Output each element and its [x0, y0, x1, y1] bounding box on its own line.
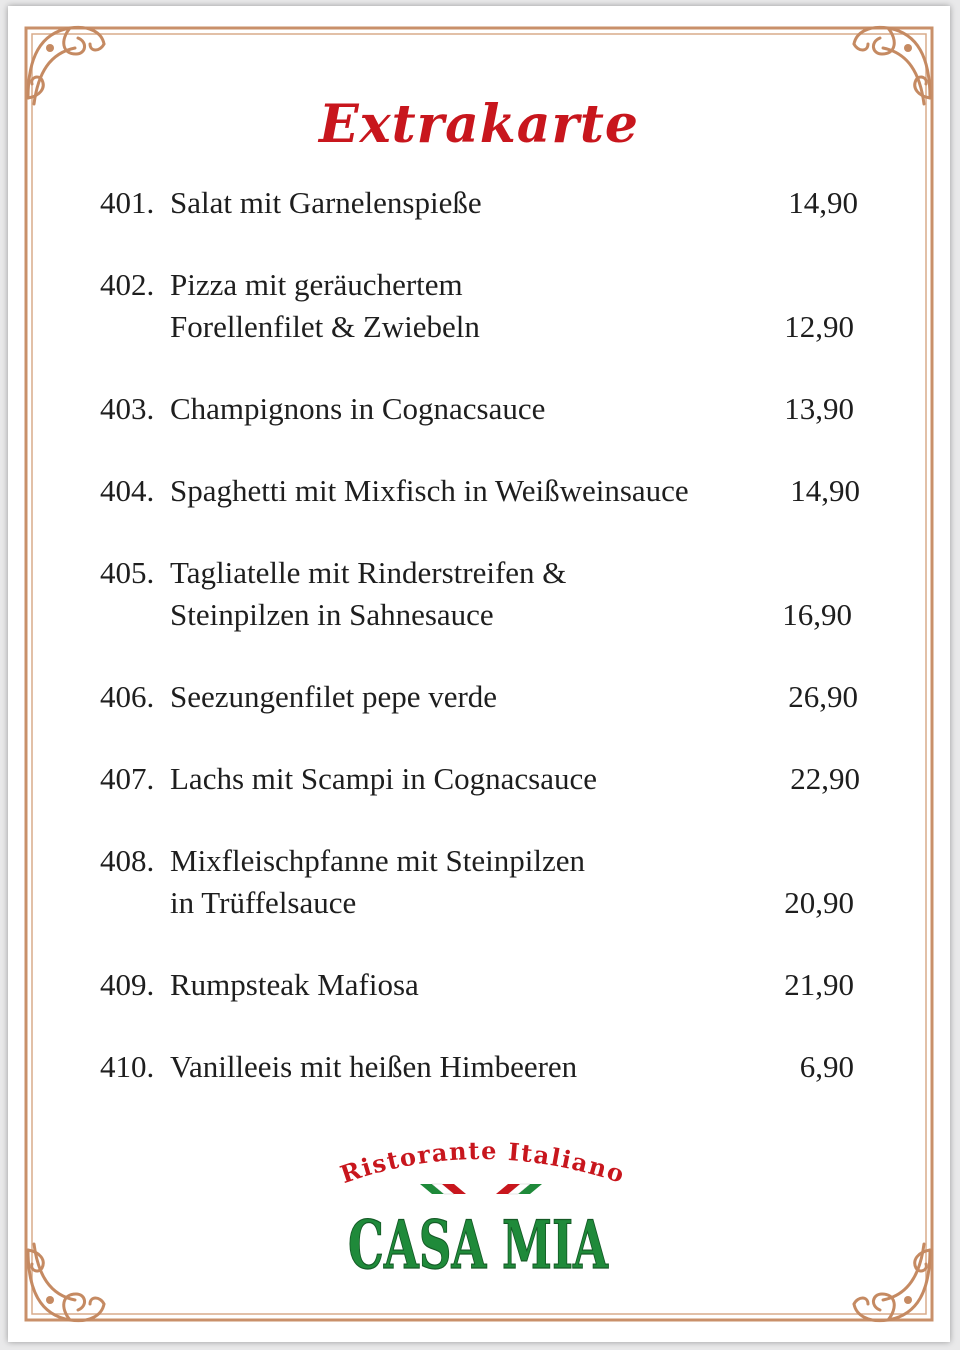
item-name: Pizza mit geräuchertem — [170, 267, 463, 302]
item-price: 13,90 — [784, 391, 854, 426]
item-name: Salat mit Garnelenspieße — [170, 185, 482, 220]
item-name: Mixfleischpfanne mit Steinpilzen — [170, 843, 585, 878]
item-price: 12,90 — [784, 309, 854, 344]
corner-ornament-icon — [20, 1240, 110, 1330]
item-number: 407. — [100, 761, 155, 796]
item-price: 14,90 — [790, 473, 860, 508]
item-number: 403. — [100, 391, 155, 426]
item-number: 404. — [100, 473, 155, 508]
item-price: 6,90 — [799, 1049, 854, 1084]
item-name: Rumpsteak Mafiosa — [170, 967, 419, 1002]
item-name: Tagliatelle mit Rinderstreifen & — [170, 555, 567, 590]
item-number: 409. — [100, 967, 155, 1002]
item-number: 405. — [100, 555, 155, 590]
logo-tagline: Ristorante Italiano — [336, 1136, 628, 1190]
svg-text:Ristorante Italiano — [337, 1136, 628, 1189]
item-name: Seezungenfilet pepe verde — [170, 679, 498, 714]
item-price: 16,90 — [782, 597, 852, 632]
item-name: Champignons in Cognacsauce — [170, 391, 546, 426]
item-price: 14,90 — [788, 185, 858, 220]
item-name-continued: in Trüffelsauce — [170, 885, 357, 920]
item-price: 20,90 — [784, 885, 854, 920]
item-price: 22,90 — [790, 761, 860, 796]
item-name: Spaghetti mit Mixfisch in Weißweinsauce — [170, 473, 689, 508]
item-name: Lachs mit Scampi in Cognacsauce — [170, 761, 597, 796]
logo-name: CASA MIA — [348, 1206, 609, 1284]
restaurant-logo — [328, 1136, 628, 1286]
item-name: Vanilleeis mit heißen Himbeeren — [170, 1049, 578, 1084]
casa-mia-logo-icon — [328, 1136, 628, 1286]
item-number: 402. — [100, 267, 155, 302]
item-number: 408. — [100, 843, 155, 878]
corner-ornament-icon — [848, 1240, 938, 1330]
item-number: 410. — [100, 1049, 155, 1084]
item-number: 401. — [100, 185, 155, 220]
item-name-continued: Steinpilzen in Sahnesauce — [170, 597, 494, 632]
menu-sheet — [8, 6, 950, 1342]
page-title: Extrakarte — [319, 94, 639, 155]
item-price: 26,90 — [788, 679, 858, 714]
item-price: 21,90 — [784, 967, 854, 1002]
item-name-continued: Forellenfilet & Zwiebeln — [170, 309, 480, 344]
item-number: 406. — [100, 679, 155, 714]
